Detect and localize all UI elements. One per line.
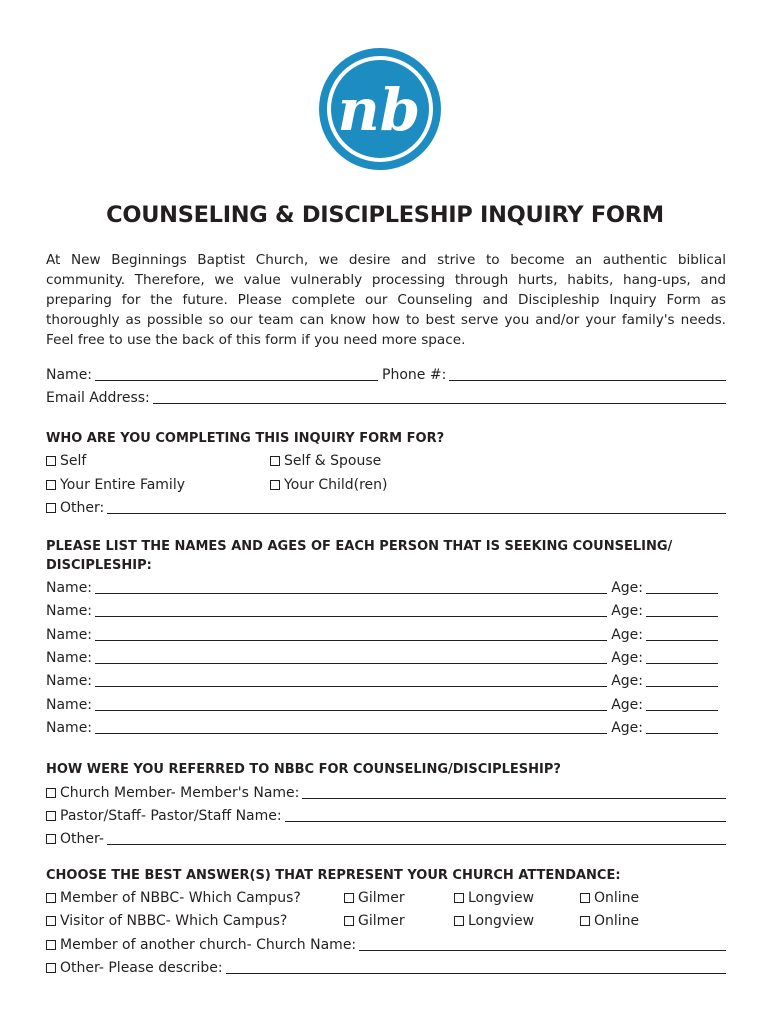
logo-text: nb <box>337 76 421 144</box>
form-title: COUNSELING & DISCIPLESHIP INQUIRY FORM <box>106 202 664 228</box>
option-visitor-nbbc[interactable]: Visitor of NBBC- Which Campus? <box>46 912 287 930</box>
person-age-field[interactable] <box>646 649 718 664</box>
person-row <box>46 577 726 597</box>
email-label: Email Address: <box>46 390 150 406</box>
person-row <box>46 600 726 620</box>
name-label: Name: <box>46 367 93 383</box>
person-age-label: Age: <box>611 626 643 643</box>
checkbox[interactable] <box>454 916 464 926</box>
email-row <box>46 387 726 407</box>
checkbox[interactable] <box>344 893 354 903</box>
phone-field[interactable] <box>449 366 726 381</box>
checkbox[interactable] <box>46 916 56 926</box>
checkbox[interactable] <box>270 456 280 466</box>
person-age-field[interactable] <box>646 579 718 594</box>
person-age-label: Age: <box>611 649 643 666</box>
referral-heading: HOW WERE YOU REFERRED TO NBBC FOR COUNSELING/DISCIPLESHIP? <box>46 762 561 777</box>
person-age-label: Age: <box>611 673 643 690</box>
person-name-label: Name: <box>46 580 93 596</box>
person-name-label: Name: <box>46 719 93 736</box>
option-other[interactable]: Other: <box>46 499 104 517</box>
referral-other-row <box>46 828 726 848</box>
person-row <box>46 624 726 644</box>
checkbox[interactable] <box>46 893 56 903</box>
person-name-label: Name: <box>46 696 93 713</box>
checkbox[interactable] <box>46 940 56 950</box>
member-name-field[interactable] <box>302 784 726 799</box>
attendance-other-field[interactable] <box>226 959 726 974</box>
option-referral-other[interactable]: Other- <box>46 830 104 848</box>
checkbox[interactable] <box>46 834 56 844</box>
church-name-field[interactable] <box>359 936 726 951</box>
member-campus-online[interactable]: Online <box>580 889 639 907</box>
option-attendance-other[interactable]: Other- Please describe: <box>46 959 223 977</box>
member-campus-gilmer[interactable]: Gilmer <box>344 889 405 907</box>
name-field[interactable] <box>95 366 378 381</box>
option-self-spouse[interactable]: Self & Spouse <box>270 452 381 470</box>
checkbox[interactable] <box>270 480 280 490</box>
person-name-label: Name: <box>46 603 93 620</box>
option-self[interactable]: Self <box>46 452 86 470</box>
church-logo <box>317 46 443 172</box>
checkbox[interactable] <box>46 503 56 513</box>
referral-staff-row <box>46 805 726 825</box>
checkbox[interactable] <box>46 811 56 821</box>
option-another-church[interactable]: Member of another church- Church Name: <box>46 936 356 954</box>
person-age-label: Age: <box>611 719 643 736</box>
person-row <box>46 670 726 690</box>
person-name-field[interactable] <box>95 602 607 617</box>
person-age-label: Age: <box>611 696 643 713</box>
attendance-other-row <box>46 957 726 977</box>
option-church-member[interactable]: Church Member- Member's Name: <box>46 784 299 802</box>
person-name-label: Name: <box>46 626 93 643</box>
person-name-field[interactable] <box>95 719 607 734</box>
person-row <box>46 694 726 714</box>
option-entire-family[interactable]: Your Entire Family <box>46 476 185 494</box>
person-age-field[interactable] <box>646 626 718 641</box>
person-name-field[interactable] <box>95 579 607 594</box>
member-campus-longview[interactable]: Longview <box>454 889 534 907</box>
checkbox[interactable] <box>580 916 590 926</box>
person-name-label: Name: <box>46 649 93 666</box>
checkbox[interactable] <box>454 893 464 903</box>
visitor-campus-gilmer[interactable]: Gilmer <box>344 912 405 930</box>
person-age-field[interactable] <box>646 719 718 734</box>
phone-label: Phone #: <box>382 367 447 383</box>
checkbox[interactable] <box>46 456 56 466</box>
who-other-field[interactable] <box>107 499 726 514</box>
person-age-label: Age: <box>611 603 643 620</box>
contact-row <box>46 364 726 384</box>
option-children[interactable]: Your Child(ren) <box>270 476 388 494</box>
person-age-label: Age: <box>611 580 643 596</box>
visitor-campus-longview[interactable]: Longview <box>454 912 534 930</box>
person-name-field[interactable] <box>95 649 607 664</box>
person-age-field[interactable] <box>646 602 718 617</box>
email-field[interactable] <box>153 389 726 404</box>
referral-other-field[interactable] <box>107 830 726 845</box>
person-name-label: Name: <box>46 673 93 690</box>
person-name-field[interactable] <box>95 672 607 687</box>
who-other-row <box>46 497 726 517</box>
who-heading: WHO ARE YOU COMPLETING THIS INQUIRY FORM FOR? <box>46 431 445 446</box>
person-name-field[interactable] <box>95 696 607 711</box>
checkbox[interactable] <box>46 480 56 490</box>
person-age-field[interactable] <box>646 696 718 711</box>
staff-name-field[interactable] <box>285 807 726 822</box>
person-row <box>46 647 726 667</box>
checkbox[interactable] <box>344 916 354 926</box>
option-member-nbbc[interactable]: Member of NBBC- Which Campus? <box>46 889 301 907</box>
persons-heading: PLEASE LIST THE NAMES AND AGES OF EACH PERSON THAT IS SEEKING COUNSELING/ DISCIPLESHIP: <box>46 539 673 573</box>
person-name-field[interactable] <box>95 626 607 641</box>
option-pastor-staff[interactable]: Pastor/Staff- Pastor/Staff Name: <box>46 807 282 825</box>
person-age-field[interactable] <box>646 672 718 687</box>
checkbox[interactable] <box>580 893 590 903</box>
checkbox[interactable] <box>46 788 56 798</box>
attendance-heading: CHOOSE THE BEST ANSWER(S) THAT REPRESENT YOUR CHURCH ATTENDANCE: <box>46 868 621 883</box>
another-church-row <box>46 934 726 954</box>
intro-paragraph: At New Beginnings Baptist Church, we desire and strive to become an authentic biblical community. Therefore, we value vulnerably processing through hurts, habits, hang-ups, and preparing for the future. Please complete our Counseling and Discipleship Inquiry Form as thoroughly as possible so our team can know how to best serve you and/or your family's needs. Feel free to use the back of this form if you need more space. <box>46 252 726 348</box>
visitor-campus-online[interactable]: Online <box>580 912 639 930</box>
person-row <box>46 717 726 737</box>
referral-member-row <box>46 782 726 802</box>
checkbox[interactable] <box>46 963 56 973</box>
